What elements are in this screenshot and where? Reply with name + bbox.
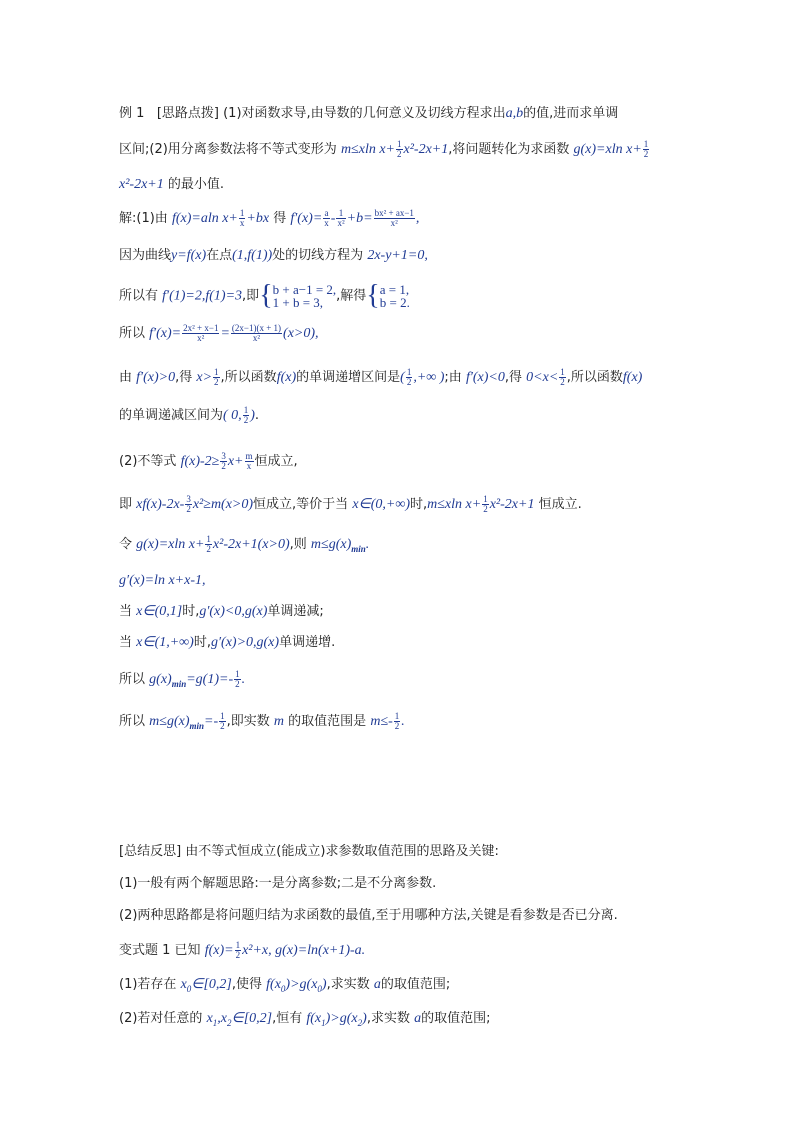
solution-text: ,得 — [504, 370, 523, 385]
solution-text: ,即 — [242, 288, 260, 304]
math-ineq-tail: x²-2x+1 — [403, 142, 449, 157]
example1-line3 — [119, 175, 224, 195]
math-ineq: m≤xln x+ — [340, 142, 395, 157]
solution-line3 — [119, 282, 410, 311]
solution-text: 因为曲线 — [119, 248, 172, 263]
solution-text: 所以 — [119, 714, 146, 729]
part2-line6 — [119, 633, 335, 653]
variant-text: ,求实数 — [366, 1011, 410, 1026]
solution-text: 时, — [410, 497, 428, 512]
math-fx: f(x) — [276, 370, 297, 385]
solution-text: 恒成立,等价于当 — [253, 497, 349, 512]
variant-q1: (1)若存在 $x_0\in[0,2]$,使得 $f(x_0)>g(x_0)$,求实数 a的取值范围; — [119, 977, 451, 994]
fraction-derivative: $\frac{\text{bx² + ax−1}}{\text{x²}}$ — [374, 208, 414, 228]
solution-line4: 所以 f′(x)= $\frac{\text{2x² + x−1}}{\text{x²}}$ = $\frac{(2x-1)(x + 1)}{\text{x²}}$ (x>0), — [119, 323, 319, 343]
brace-icon: { — [366, 280, 380, 311]
solution-text: ;由 — [444, 370, 462, 385]
fraction-factored: $\frac{(2x-1)(x + 1)}{\text{x²}}$ — [231, 323, 282, 343]
example1-line1 — [119, 104, 618, 124]
solution-text: 恒成立. — [538, 497, 582, 512]
solution-text: 单调递增. — [279, 635, 336, 650]
math-fx-def: f(x)=aln x+ — [171, 211, 238, 226]
solution-text: ,得 — [175, 370, 193, 385]
math-fprime-neg: f′(x)<0 — [465, 370, 505, 385]
math-fprime: f′(x)= — [149, 326, 182, 341]
summary-text: (2)两种思路都是将问题归结为求函数的最值,至于用哪种方法,关键是看参数是否已分离. — [119, 908, 618, 923]
solution-text: 令 — [119, 537, 133, 552]
solution-text: 在点 — [206, 248, 233, 263]
math-point: (1,f(1)) — [232, 248, 273, 263]
summary-item-1 — [119, 874, 436, 894]
example1-line2 — [119, 140, 650, 160]
solution-line6: 的单调递减区间为( 0, $\frac{1}{2}$ ). — [119, 405, 259, 425]
solution-text: 得 — [273, 211, 287, 226]
variant-text: 已知 — [174, 943, 201, 958]
solution-text: 的取值范围是 — [288, 714, 367, 729]
hint-tag: [思路点拨] — [156, 106, 219, 121]
solution-text: 恒成立, — [254, 454, 298, 469]
variant-text: 的取值范围; — [380, 977, 451, 992]
part2-line8: 所以 $m\le g(x)_{min}=-$ $\frac{1}{2}$ ,即实数 m 的取值范围是 m≤- $\frac{1}{2}$ . — [119, 711, 405, 731]
part2-line2: 即 xf(x)-2x- $\frac{3}{2}$ x²≥m(x>0)恒成立,等价于当 x∈(0,+∞)时,m≤xln x+ $\frac{1}{2}$ x²-2x+1 恒成立. — [119, 494, 582, 514]
solution-text: 的单调递增区间是 — [296, 370, 401, 385]
math-interval: x∈(1,+∞) — [136, 635, 194, 650]
example-label: 例 1 — [119, 106, 145, 121]
math-gfunc: g(x)=xln x+ — [573, 142, 642, 157]
solution-text: 所以有 — [119, 288, 159, 304]
variant-text: 的取值范围; — [421, 1011, 491, 1026]
math-m: m — [273, 714, 285, 729]
summary-title-line — [119, 842, 499, 862]
math-fprime: f′(x)= — [290, 211, 323, 226]
equation-system-1: b + a−1 = 2, 1 + b = 3, — [272, 282, 337, 310]
variant-text: (2)若对任意的 — [119, 1011, 203, 1026]
variant-text: ,恒有 — [272, 1011, 303, 1026]
fraction-half: $\frac{1}{2}$ — [397, 139, 402, 159]
math-gprime: g′(x)=ln x+x-1, — [119, 573, 206, 588]
hint-text: 的值,进而求单调 — [523, 106, 619, 121]
math-tangent-line: 2x-y+1=0, — [367, 248, 428, 263]
solution-text: 时, — [182, 604, 200, 619]
solution-text: ,所以函数 — [566, 370, 623, 385]
solution-line5: 由 f′(x)>0,得 x> $\frac{1}{2}$ ,所以函数f(x)的单调递增区间是( $\frac{1}{2}$ ,+∞ );由 f′(x)<0,得 0<x< $\frac{1}{2}$ ,所以函数f(x) — [119, 367, 643, 387]
part2-line5 — [119, 602, 324, 622]
variant-text: (1)若存在 — [119, 977, 177, 992]
hint-text: 区间;(2)用分离参数法将不等式变形为 — [119, 142, 337, 157]
solution-line2 — [119, 246, 428, 266]
solution-text: 所以 — [119, 326, 146, 341]
solution-text: ,解得 — [336, 288, 367, 304]
variant-q2: (2)若对任意的 $x_1,x_2\in[0,2]$,恒有 $f(x_1)>g(x_2)$,求实数 a的取值范围; — [119, 1011, 491, 1028]
math-interval: x∈(0,1] — [136, 604, 183, 619]
solution-text: 当 — [119, 635, 133, 650]
summary-item-2 — [119, 906, 618, 926]
math-ab: a,b — [505, 106, 524, 121]
solution-text: ,即实数 — [226, 714, 270, 729]
equation-system-2: a = 1, b = 2. — [379, 282, 410, 310]
math-domain: (x>0), — [283, 326, 319, 341]
brace-icon: { — [259, 280, 273, 311]
part2-line3: 令 g(x)=xln x+ $\frac{1}{2}$ x²-2x+1(x>0),则 $m\le g(x)_{min}$. — [119, 534, 370, 554]
part2-line4 — [119, 571, 205, 591]
math-gprime-neg: g′(x)<0,g(x) — [199, 604, 268, 619]
solution-text: 由 — [119, 370, 133, 385]
solution-text: 解:(1)由 — [119, 211, 168, 226]
fraction-1-over-x: $\frac{1}{x}$ — [239, 208, 245, 228]
math-poly: x²-2x+1 — [119, 177, 164, 192]
math-curve: y=f(x) — [171, 248, 207, 263]
variant-text: ,使得 — [231, 977, 263, 992]
hint-text: 的最小值. — [167, 177, 225, 192]
solution-text: 处的切线方程为 — [272, 248, 364, 263]
summary-text: 由不等式恒成立(能成立)求参数取值范围的思路及关键: — [185, 844, 499, 859]
solution-text: 当 — [119, 604, 133, 619]
fraction-half: $\frac{1}{2}$ — [643, 139, 649, 159]
solution-text: 即 — [119, 497, 133, 512]
solution-text: 的单调递减区间为 — [119, 408, 224, 423]
hint-text: (1)对函数求导,由导数的几何意义及切线方程求出 — [223, 106, 506, 121]
variant-line1: 变式题 1 已知 f(x)= $\frac{1}{2}$ x²+x, g(x)=ln(x+1)-a. — [119, 940, 366, 960]
math-inequality: f(x)-2≥ — [180, 454, 220, 469]
variant-text: ,求实数 — [326, 977, 370, 992]
solution-text: ,所以函数 — [220, 370, 277, 385]
solution-text: (2)不等式 — [119, 454, 177, 469]
part2-line7: 所以 $g(x)_{min}=g(1)=-$ $\frac{1}{2}$ . — [119, 669, 246, 689]
solution-text: ,则 — [289, 537, 307, 552]
summary-title: [总结反思] — [119, 844, 182, 859]
summary-text: (1)一般有两个解题思路:一是分离参数;二是不分离参数. — [119, 876, 437, 891]
math-fprime-pos: f′(x)>0 — [136, 370, 176, 385]
math-gprime-pos: g′(x)>0,g(x) — [210, 635, 280, 650]
solution-line1: 解:(1)由 f(x)=aln x+ $\frac{1}{x}$ +bx 得 f′(x)= $\frac{a}{x}$ - $\frac{1}{\text{x²}}$ +b= $\frac{\text{bx² + ax−1}}{\text{x²}}$ , — [119, 208, 420, 228]
math-conditions: f′(1)=2,f(1)=3 — [162, 288, 243, 304]
hint-text: ,将问题转化为求函数 — [448, 142, 570, 157]
solution-text: 单调递减; — [267, 604, 324, 619]
solution-text: 所以 — [119, 672, 146, 687]
variant-label: 变式题 1 — [119, 943, 171, 958]
part2-line1: (2)不等式 f(x)-2≥ $\frac{3}{2}$ x+ $\frac{m}{x}$ 恒成立, — [119, 451, 298, 471]
solution-text: 时, — [193, 635, 211, 650]
fraction-fprime: $\frac{\text{2x² + x−1}}{\text{x²}}$ — [183, 323, 219, 343]
